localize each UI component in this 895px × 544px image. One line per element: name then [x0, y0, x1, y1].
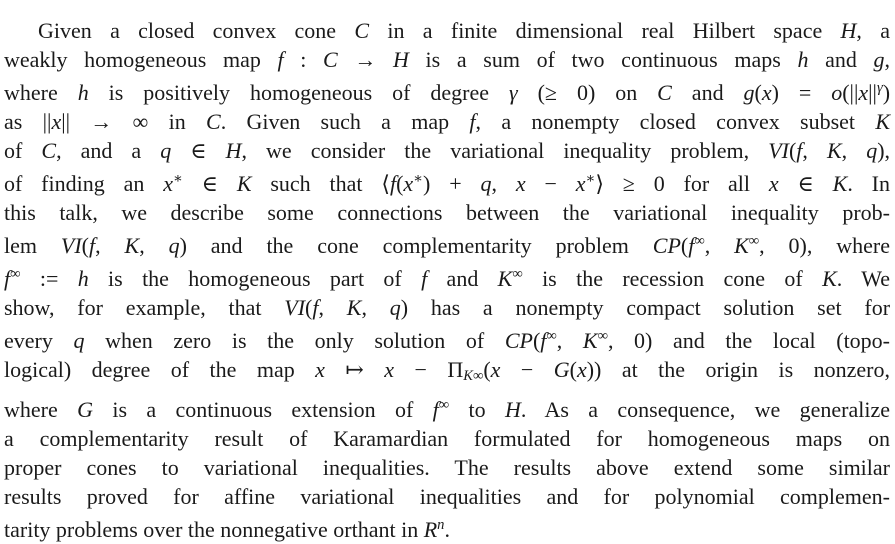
text-segment: G	[77, 396, 93, 422]
text-segment: ∈	[171, 137, 226, 163]
text-segment: CP	[504, 327, 533, 353]
text-segment: . As a consequence, we generalize	[520, 396, 890, 422]
text-segment: . In	[847, 170, 890, 196]
text-line-9	[4, 260, 890, 293]
text-segment: weakly homogeneous map	[4, 47, 278, 72]
text-segment: this talk, we describe some connections between the variational inequality prob-	[4, 199, 890, 225]
text-segment: )	[882, 79, 891, 105]
text-segment: q	[160, 137, 172, 163]
text-segment: ∞	[10, 265, 21, 282]
text-segment: x	[384, 356, 395, 382]
text-segment: ∗	[172, 170, 183, 187]
text-line-17	[4, 511, 890, 544]
text-segment: in a finite dimensional real Hilbert space	[369, 18, 841, 43]
text-segment: C	[323, 47, 338, 72]
text-segment: g	[743, 79, 755, 105]
text-segment: ,	[318, 294, 347, 320]
text-segment: K	[822, 265, 837, 291]
text-segment: , 0), where	[759, 232, 891, 258]
text-segment: C	[206, 108, 221, 134]
text-segment: logical) degree of the map	[4, 356, 316, 382]
text-segment: ∞	[694, 232, 705, 249]
text-segment: || → ∞ in	[61, 108, 206, 134]
text-line-5	[4, 136, 890, 165]
text-segment: ,	[802, 137, 827, 163]
text-segment: VI	[768, 137, 789, 163]
text-segment: x	[315, 356, 325, 382]
text-segment: ∞	[438, 396, 450, 413]
text-segment: as ||	[4, 108, 52, 134]
text-segment: h	[77, 265, 89, 291]
text-segment: h	[77, 79, 89, 105]
text-segment: ),	[877, 137, 891, 163]
text-line-14	[4, 424, 890, 453]
text-segment: results proved for affine variational inequalities and for polynomial complemen-	[4, 483, 890, 509]
text-segment: (	[532, 327, 541, 353]
text-segment: q	[480, 170, 492, 196]
text-segment: K	[463, 367, 473, 384]
text-segment: , a nonempty closed convex subset	[475, 108, 876, 134]
text-segment: ∗	[413, 170, 424, 187]
text-segment: K	[236, 170, 252, 196]
text-segment: q	[73, 327, 85, 353]
text-segment: f	[88, 232, 96, 258]
text-segment: (	[81, 232, 89, 258]
text-segment: f	[469, 108, 476, 134]
text-segment: ) has a nonempty compact solution set for	[400, 294, 891, 320]
text-segment: ) +	[423, 170, 481, 196]
text-segment: −	[525, 170, 576, 196]
text-segment: K	[875, 108, 890, 134]
text-segment: CP	[652, 232, 681, 258]
text-segment: H	[393, 47, 409, 72]
text-segment: is the homogeneous part of	[88, 265, 422, 291]
text-segment: ||	[868, 79, 877, 105]
text-segment: − Π	[394, 356, 464, 382]
text-segment: γ	[876, 80, 883, 96]
text-segment: (	[569, 356, 577, 382]
text-segment: ∗	[585, 170, 596, 187]
text-segment: q	[389, 294, 401, 320]
text-segment: is a sum of two continuous maps	[408, 47, 798, 72]
text-segment: :=	[20, 265, 78, 291]
text-segment: proper cones to variational inequalities. The results above extend some similar	[4, 454, 890, 480]
text-segment: ,	[491, 170, 516, 196]
text-segment: , a	[856, 18, 890, 43]
text-segment: , and a	[56, 137, 161, 163]
text-line-10	[4, 293, 890, 322]
text-segment: x	[768, 170, 779, 196]
text-segment: x	[163, 170, 173, 196]
text-segment: f	[432, 396, 439, 422]
text-line-1	[4, 16, 890, 45]
text-segment: o	[831, 79, 843, 105]
text-segment: −	[500, 356, 554, 382]
text-segment: ,	[556, 327, 583, 353]
text-segment: VI	[60, 232, 82, 258]
text-line-13	[4, 391, 890, 424]
text-segment: x	[490, 356, 501, 382]
text-segment: q	[168, 232, 180, 258]
text-segment: K	[346, 294, 362, 320]
text-segment: K	[124, 232, 140, 258]
text-segment: where	[4, 79, 78, 105]
text-segment: f	[796, 137, 803, 163]
text-segment: (	[680, 232, 689, 258]
text-segment: C	[41, 137, 57, 163]
text-segment: K	[832, 170, 848, 196]
text-segment: , 0) and the local (topo-	[607, 327, 891, 353]
text-segment: where	[4, 396, 78, 422]
text-segment: ∞	[748, 232, 760, 249]
text-segment: ) =	[771, 79, 832, 105]
text-segment: x	[403, 170, 414, 196]
text-line-6	[4, 165, 890, 198]
text-segment: C	[354, 18, 370, 43]
text-segment: to	[449, 396, 505, 422]
text-segment: (	[754, 79, 762, 105]
text-line-3	[4, 74, 890, 107]
text-segment: ∈	[182, 170, 237, 196]
text-segment: ,	[704, 232, 735, 258]
text-segment: H	[504, 396, 521, 422]
text-segment: x	[575, 170, 586, 196]
text-segment: ,	[139, 232, 169, 258]
text-segment: :	[283, 47, 324, 72]
text-segment: f	[540, 327, 547, 353]
text-segment: every	[4, 327, 74, 353]
text-segment: x	[51, 108, 62, 134]
text-segment: .	[444, 516, 450, 542]
text-segment: f	[389, 170, 397, 196]
text-segment: (||	[842, 79, 859, 105]
text-segment: ∞	[512, 265, 523, 282]
text-segment: x	[576, 356, 587, 382]
text-segment: G	[553, 356, 570, 382]
text-segment: ∞	[472, 367, 484, 384]
text-segment: of finding an	[4, 170, 164, 196]
text-segment: H	[840, 18, 857, 43]
text-segment: x	[858, 79, 869, 105]
text-segment: ∞	[546, 327, 557, 344]
text-segment: ⟩ ≥ 0 for all	[595, 170, 769, 196]
text-segment: lem	[4, 232, 61, 258]
text-segment: K	[582, 327, 598, 353]
text-segment: q	[866, 137, 878, 163]
text-segment: ,	[95, 232, 125, 258]
text-segment: ∈	[778, 170, 833, 196]
text-segment: f	[312, 294, 319, 320]
text-segment: , we consider the variational inequality problem,	[241, 137, 769, 163]
text-segment: tarity problems over the nonnegative orthant in	[4, 516, 424, 542]
text-segment: )) at the origin is nonzero,	[586, 356, 890, 382]
text-segment: g	[873, 47, 885, 72]
text-segment: ,	[361, 294, 390, 320]
text-segment: Given a closed convex cone	[38, 18, 355, 43]
text-segment: h	[797, 47, 809, 72]
text-segment: (	[483, 356, 491, 382]
text-line-12	[4, 355, 890, 391]
text-segment: (	[788, 137, 797, 163]
text-segment: ,	[884, 47, 890, 72]
text-segment: K	[826, 137, 842, 163]
text-segment: ↦	[324, 356, 385, 382]
text-segment: →	[337, 47, 394, 72]
text-segment: a complementarity result of Karamardian formulated for homogeneous maps on	[4, 425, 890, 451]
text-line-8	[4, 227, 890, 260]
text-segment: H	[225, 137, 242, 163]
text-line-4	[4, 107, 890, 136]
text-segment: is positively homogeneous of degree	[88, 79, 509, 105]
text-segment: (	[305, 294, 313, 320]
text-line-7	[4, 198, 890, 227]
text-line-16	[4, 482, 890, 511]
text-line-15	[4, 453, 890, 482]
text-segment: is a continuous extension of	[92, 396, 433, 422]
text-segment: f	[421, 265, 428, 291]
text-segment: (	[396, 170, 404, 196]
text-segment: is the recession cone of	[522, 265, 823, 291]
text-segment: (≥ 0) on	[517, 79, 658, 105]
text-segment: K	[497, 265, 513, 291]
text-segment: and	[671, 79, 744, 105]
text-segment: ∞	[597, 327, 608, 344]
text-segment: when zero is the only solution of	[84, 327, 505, 353]
text-segment: n	[437, 516, 445, 533]
text-segment: ) and the cone complementarity problem	[179, 232, 653, 258]
text-segment: γ	[508, 79, 518, 105]
text-segment: f	[688, 232, 695, 258]
text-segment: f	[277, 47, 284, 72]
text-segment: x	[515, 170, 526, 196]
text-segment: x	[761, 79, 772, 105]
text-segment: of	[4, 137, 42, 163]
text-segment: . We	[836, 265, 890, 291]
text-segment: VI	[284, 294, 306, 320]
text-segment: R	[423, 516, 438, 542]
text-segment: and	[808, 47, 874, 72]
text-segment: show, for example, that	[4, 294, 285, 320]
text-segment: and	[427, 265, 498, 291]
text-segment: C	[657, 79, 672, 105]
text-line-2	[4, 45, 890, 74]
text-segment: such that ⟨	[251, 170, 390, 196]
text-segment: K	[734, 232, 749, 258]
text-segment: ,	[841, 137, 867, 163]
text-segment: f	[4, 265, 11, 291]
text-segment: . Given such a map	[220, 108, 470, 134]
text-line-11	[4, 322, 890, 355]
